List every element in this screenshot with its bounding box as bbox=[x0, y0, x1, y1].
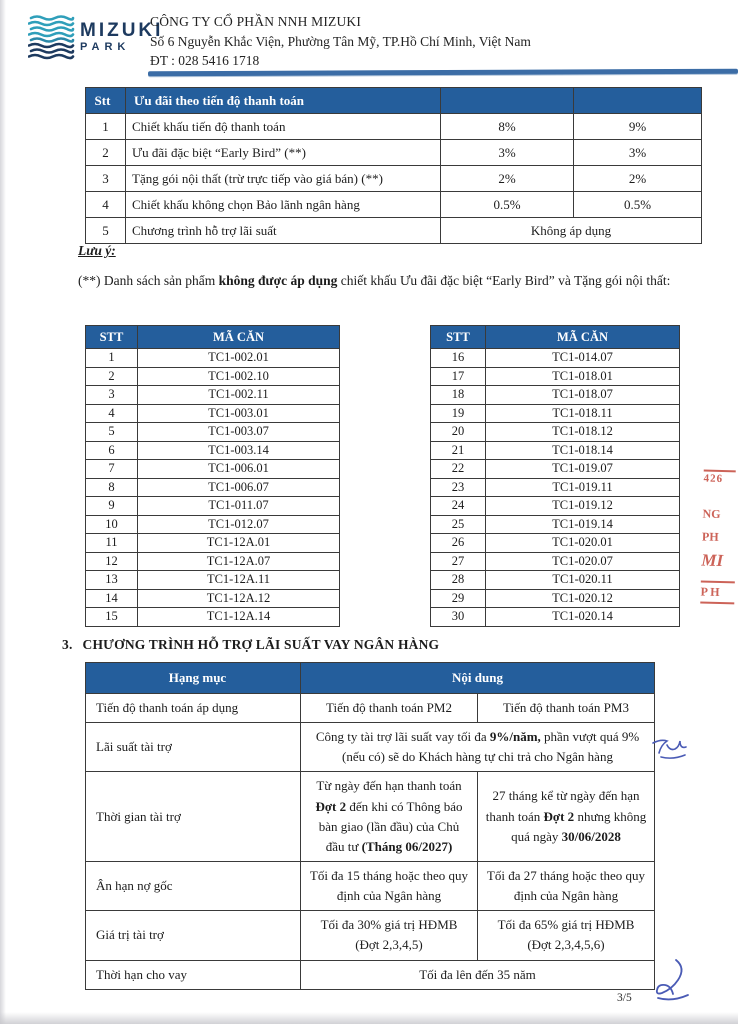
promo-label: Ưu đãi đặc biệt “Early Bird” (**) bbox=[126, 140, 441, 166]
loan-cell-pm2: Tối đa 15 tháng hoặc theo quy định của Ngân hàng bbox=[301, 861, 478, 910]
table-header-row bbox=[86, 663, 655, 694]
unit-row-index: 25 bbox=[431, 515, 486, 534]
col-header-code: MÃ CĂN bbox=[486, 326, 680, 349]
unit-code-table-left bbox=[85, 325, 340, 627]
table-row bbox=[431, 515, 680, 534]
unit-code: TC1-020.01 bbox=[486, 534, 680, 553]
unit-row-index: 18 bbox=[431, 386, 486, 405]
unit-code: TC1-12A.11 bbox=[138, 571, 340, 590]
col-header-code: MÃ CĂN bbox=[138, 326, 340, 349]
note-body: (**) Danh sách sản phẩm không được áp dụng chiết khấu Ưu đãi đặc biệt “Early Bird” và Tặng gói nội thất: bbox=[78, 273, 671, 288]
table-row bbox=[86, 441, 340, 460]
unit-row-index: 15 bbox=[86, 608, 138, 627]
unit-code: TC1-018.01 bbox=[486, 367, 680, 386]
unit-code: TC1-018.14 bbox=[486, 441, 680, 460]
table-row bbox=[86, 386, 340, 405]
company-name: CÔNG TY CỔ PHẦN NNH MIZUKI bbox=[150, 14, 362, 29]
letterhead bbox=[28, 14, 164, 60]
unit-code: TC1-020.11 bbox=[486, 571, 680, 590]
unit-code: TC1-014.07 bbox=[486, 349, 680, 368]
table-row bbox=[431, 552, 680, 571]
unit-row-index: 12 bbox=[86, 552, 138, 571]
unit-code: TC1-003.14 bbox=[138, 441, 340, 460]
table-row bbox=[86, 460, 340, 479]
unit-row-index: 5 bbox=[86, 423, 138, 442]
company-info bbox=[150, 12, 725, 71]
unit-row-index: 2 bbox=[86, 367, 138, 386]
unit-row-index: 10 bbox=[86, 515, 138, 534]
table-row bbox=[86, 404, 340, 423]
unit-row-index: 4 bbox=[86, 404, 138, 423]
table-row bbox=[431, 460, 680, 479]
promo-value-2: 3% bbox=[574, 140, 702, 166]
table-row bbox=[86, 911, 655, 960]
table-row bbox=[86, 694, 655, 723]
promo-value-1: 0.5% bbox=[441, 192, 574, 218]
unit-row-index: 3 bbox=[86, 386, 138, 405]
unit-code: TC1-019.07 bbox=[486, 460, 680, 479]
table-row bbox=[86, 140, 702, 166]
stamp-text: P H bbox=[700, 580, 735, 604]
table-header-row bbox=[86, 326, 340, 349]
table-row bbox=[86, 571, 340, 590]
red-stamp-fragment bbox=[700, 469, 738, 604]
unit-code: TC1-012.07 bbox=[138, 515, 340, 534]
loan-span-cell: Tối đa lên đến 35 năm bbox=[301, 960, 655, 989]
table-row bbox=[431, 534, 680, 553]
table-row bbox=[86, 192, 702, 218]
stamp-text: MI bbox=[701, 550, 724, 571]
unit-row-index: 8 bbox=[86, 478, 138, 497]
unit-row-index: 24 bbox=[431, 497, 486, 516]
col-header-stt: Stt bbox=[86, 88, 126, 114]
promo-value-1: 8% bbox=[441, 114, 574, 140]
loan-span-cell: Công ty tài trợ lãi suất vay tối đa 9%/năm, phần vượt quá 9% (nếu có) sẽ do Khách hàng tự chi trả cho Ngân hàng bbox=[301, 723, 655, 772]
loan-support-table bbox=[85, 662, 655, 990]
row-index: 1 bbox=[86, 114, 126, 140]
unit-row-index: 16 bbox=[431, 349, 486, 368]
table-row bbox=[431, 571, 680, 590]
unit-row-index: 1 bbox=[86, 349, 138, 368]
loan-cell-pm3: Tối đa 65% giá trị HĐMB (Đợt 2,3,4,5,6) bbox=[478, 911, 655, 960]
row-index: 3 bbox=[86, 166, 126, 192]
promo-label: Tặng gói nội thất (trừ trực tiếp vào giá bán) (**) bbox=[126, 166, 441, 192]
table-row bbox=[86, 534, 340, 553]
table-row bbox=[431, 589, 680, 608]
loan-item-label: Ân hạn nợ gốc bbox=[86, 861, 301, 910]
table-row bbox=[86, 367, 340, 386]
unit-row-index: 29 bbox=[431, 589, 486, 608]
page-number: 3/5 bbox=[617, 992, 632, 1004]
col-header-stt: STT bbox=[431, 326, 486, 349]
unit-row-index: 20 bbox=[431, 423, 486, 442]
table-row bbox=[431, 349, 680, 368]
table-row bbox=[86, 497, 340, 516]
promo-value-2: 2% bbox=[574, 166, 702, 192]
table-row bbox=[431, 423, 680, 442]
unit-code: TC1-006.07 bbox=[138, 478, 340, 497]
promo-label: Chương trình hỗ trợ lãi suất bbox=[126, 218, 441, 244]
stamp-text: 426 bbox=[703, 469, 735, 485]
unit-code: TC1-011.07 bbox=[138, 497, 340, 516]
unit-row-index: 14 bbox=[86, 589, 138, 608]
table-row bbox=[431, 367, 680, 386]
section-number: 3. bbox=[62, 637, 73, 652]
loan-cell-pm2: Tối đa 30% giá trị HĐMB (Đợt 2,3,4,5) bbox=[301, 911, 478, 960]
table-row bbox=[86, 114, 702, 140]
mizuki-park-logo bbox=[28, 14, 164, 60]
handwritten-mark bbox=[648, 958, 692, 1006]
loan-cell-pm2: Từ ngày đến hạn thanh toán Đợt 2 đến khi có Thông báo bàn giao (lần đầu) của Chủ đầu tư (Tháng 06/2027) bbox=[301, 772, 478, 862]
unit-row-index: 17 bbox=[431, 367, 486, 386]
unit-code: TC1-020.07 bbox=[486, 552, 680, 571]
promo-discount-table bbox=[85, 87, 702, 244]
unit-row-index: 23 bbox=[431, 478, 486, 497]
table-header-row bbox=[86, 88, 702, 114]
unit-code: TC1-003.01 bbox=[138, 404, 340, 423]
col-header-blank-1 bbox=[441, 88, 574, 114]
unit-code: TC1-12A.12 bbox=[138, 589, 340, 608]
col-header-item: Hạng mục bbox=[86, 663, 301, 694]
table-row bbox=[86, 552, 340, 571]
unit-row-index: 11 bbox=[86, 534, 138, 553]
unit-row-index: 19 bbox=[431, 404, 486, 423]
logo-brand-sub: PARK bbox=[80, 41, 131, 53]
unit-row-index: 21 bbox=[431, 441, 486, 460]
loan-cell-pm3: 27 tháng kể từ ngày đến hạn thanh toán Đợt 2 nhưng không quá ngày 30/06/2028 bbox=[478, 772, 655, 862]
table-header-row bbox=[431, 326, 680, 349]
unit-row-index: 28 bbox=[431, 571, 486, 590]
unit-row-index: 22 bbox=[431, 460, 486, 479]
unit-row-index: 26 bbox=[431, 534, 486, 553]
table-row bbox=[431, 404, 680, 423]
note-title: Lưu ý: bbox=[78, 243, 116, 258]
promo-value-2: 9% bbox=[574, 114, 702, 140]
unit-code-table-right bbox=[430, 325, 680, 627]
table-row bbox=[431, 441, 680, 460]
table-row bbox=[431, 608, 680, 627]
table-row bbox=[86, 723, 655, 772]
promo-span-value: Không áp dụng bbox=[441, 218, 702, 244]
table-row bbox=[86, 772, 655, 862]
table-row bbox=[86, 349, 340, 368]
promo-label: Chiết khấu không chọn Bảo lãnh ngân hàng bbox=[126, 192, 441, 218]
col-header-stt: STT bbox=[86, 326, 138, 349]
table-row bbox=[86, 166, 702, 192]
unit-row-index: 9 bbox=[86, 497, 138, 516]
loan-item-label: Tiến độ thanh toán áp dụng bbox=[86, 694, 301, 723]
table-row bbox=[431, 386, 680, 405]
unit-row-index: 6 bbox=[86, 441, 138, 460]
section-heading bbox=[62, 637, 439, 653]
stamp-text: PH bbox=[701, 529, 719, 544]
unit-code: TC1-018.07 bbox=[486, 386, 680, 405]
unit-code: TC1-12A.07 bbox=[138, 552, 340, 571]
unit-row-index: 30 bbox=[431, 608, 486, 627]
unit-code: TC1-020.12 bbox=[486, 589, 680, 608]
table-row bbox=[86, 589, 340, 608]
row-index: 5 bbox=[86, 218, 126, 244]
row-index: 4 bbox=[86, 192, 126, 218]
loan-item-label: Lãi suất tài trợ bbox=[86, 723, 301, 772]
table-row bbox=[431, 478, 680, 497]
waves-icon bbox=[28, 14, 76, 60]
unit-code: TC1-003.07 bbox=[138, 423, 340, 442]
unit-code: TC1-006.01 bbox=[138, 460, 340, 479]
loan-cell-pm2: Tiến độ thanh toán PM2 bbox=[301, 694, 478, 723]
promo-label: Chiết khấu tiến độ thanh toán bbox=[126, 114, 441, 140]
table-row bbox=[86, 861, 655, 910]
section-title: CHƯƠNG TRÌNH HỖ TRỢ LÃI SUẤT VAY NGÂN HÀNG bbox=[82, 637, 440, 652]
promo-value-2: 0.5% bbox=[574, 192, 702, 218]
promo-value-1: 3% bbox=[441, 140, 574, 166]
col-header-blank-2 bbox=[574, 88, 702, 114]
table-row bbox=[86, 478, 340, 497]
unit-row-index: 13 bbox=[86, 571, 138, 590]
company-address: Số 6 Nguyễn Khắc Viện, Phường Tân Mỹ, TP.Hồ Chí Minh, Việt Nam bbox=[150, 33, 531, 49]
unit-code: TC1-019.12 bbox=[486, 497, 680, 516]
unit-code: TC1-002.11 bbox=[138, 386, 340, 405]
handwritten-initials bbox=[649, 735, 691, 765]
loan-cell-pm3: Tiến độ thanh toán PM3 bbox=[478, 694, 655, 723]
unit-code: TC1-019.14 bbox=[486, 515, 680, 534]
unit-code: TC1-002.10 bbox=[138, 367, 340, 386]
unit-code: TC1-018.12 bbox=[486, 423, 680, 442]
unit-code: TC1-12A.14 bbox=[138, 608, 340, 627]
loan-item-label: Thời hạn cho vay bbox=[86, 960, 301, 989]
logo-brand: MIZUKI bbox=[80, 20, 164, 41]
col-header-label: Ưu đãi theo tiến độ thanh toán bbox=[126, 88, 441, 114]
table-row bbox=[86, 218, 702, 244]
promo-value-1: 2% bbox=[441, 166, 574, 192]
unit-row-index: 7 bbox=[86, 460, 138, 479]
table-row bbox=[86, 608, 340, 627]
table-row bbox=[431, 497, 680, 516]
table-row bbox=[86, 423, 340, 442]
unit-code: TC1-020.14 bbox=[486, 608, 680, 627]
unit-code: TC1-12A.01 bbox=[138, 534, 340, 553]
unit-code: TC1-019.11 bbox=[486, 478, 680, 497]
stamp-text: NG bbox=[702, 506, 721, 521]
unit-row-index: 27 bbox=[431, 552, 486, 571]
table-row bbox=[86, 960, 655, 989]
loan-cell-pm3: Tối đa 27 tháng hoặc theo quy định của Ngân hàng bbox=[478, 861, 655, 910]
table-row bbox=[86, 515, 340, 534]
company-phone: ĐT : 028 5416 1718 bbox=[150, 53, 260, 69]
loan-item-label: Giá trị tài trợ bbox=[86, 911, 301, 960]
row-index: 2 bbox=[86, 140, 126, 166]
unit-code: TC1-002.01 bbox=[138, 349, 340, 368]
unit-code: TC1-018.11 bbox=[486, 404, 680, 423]
col-header-content: Nội dung bbox=[301, 663, 655, 694]
note-section bbox=[78, 243, 692, 294]
loan-item-label: Thời gian tài trợ bbox=[86, 772, 301, 862]
